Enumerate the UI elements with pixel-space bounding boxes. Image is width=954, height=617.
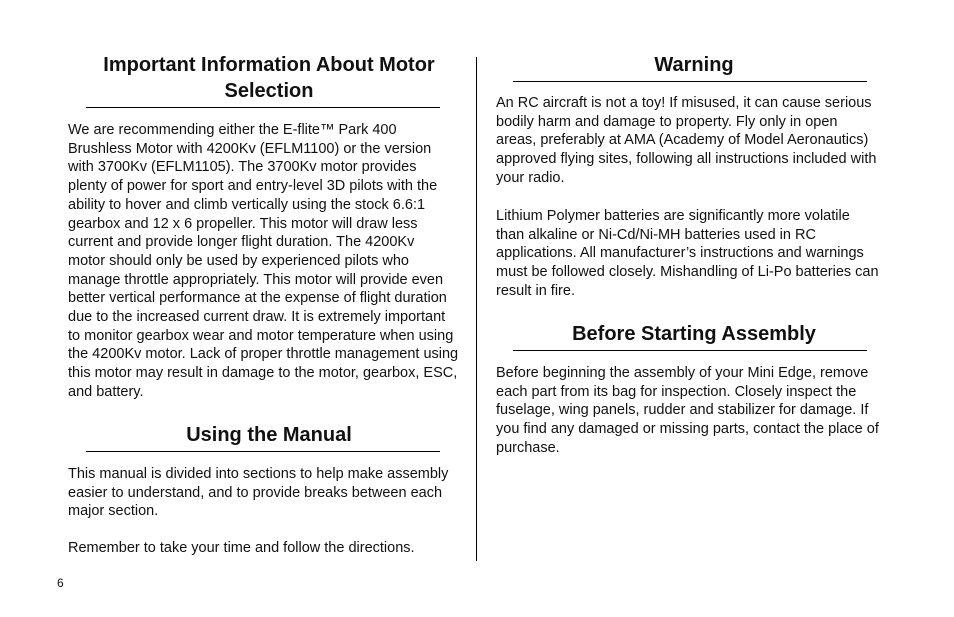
lipo-warning-text: Lithium Polymer batteries are significantly more volatile than alkaline or Ni-Cd/Ni-MH batteries used in RC applications. All manufacturer’s instructions and warnings must be followed closely. Mishandling of Li-Po batteries can result in fire. [496,208,879,299]
using-manual-reminder: Remember to take your time and follow the directions. [68,540,415,556]
assembly-heading: Before Starting Assembly [572,323,816,345]
warning-text: An RC aircraft is not a toy! If misused, it can cause serious bodily harm and damage to property. Fly only in open areas, preferably at AMA (Academy of Model Aeronautics) approved flying sites, following all instructions included with your radio. [496,95,877,186]
using-manual-rule [86,451,440,452]
using-manual-text: This manual is divided into sections to help make assembly easier to understand, and to provide breaks between each major section. [68,466,449,520]
assembly-text: Before beginning the assembly of your Mini Edge, remove each part from its bag for inspection. Closely inspect the fuselage, wing panels, rudder and stabilizer for damage. If you find any damaged or missing parts, contact the place of purchase. [496,365,879,456]
warning-rule [513,81,867,82]
using-manual-heading: Using the Manual [186,424,352,446]
motor-selection-text: We are recommending either the E-flite™ Park 400 Brushless Motor with 4200Kv (EFLM1100) or the version with 3700Kv (EFLM1105). The 3700Kv motor provides plenty of power for sport and entry-level 3D pilots with the ability to hover and climb vertically using the stock 6.6:1 gearbox and 12 x 6 propeller. This motor will draw less current and provide longer flight duration. The 4200Kv motor should only be used by experienced pilots who manage throttle appropriately. This motor will provide even better vertical performance at the expense of flight duration due to the increased current draw. It is extremely important to monitor gearbox wear and motor temperature when using the 4200Kv motor. Lack of proper throttle management using this motor may result in damage to the motor, gearbox, ESC, and battery. [68,122,459,400]
warning-heading: Warning [654,54,734,76]
page-number: 6 [57,576,64,590]
motor-selection-rule [86,107,440,108]
motor-selection-heading: Important Information About Motor Selection [103,54,435,102]
column-divider [476,57,477,561]
assembly-rule [513,350,867,351]
